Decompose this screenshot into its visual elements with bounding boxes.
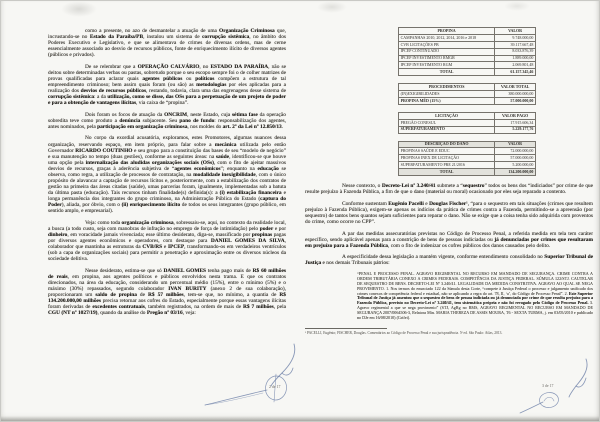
table-licitacao: LICITAÇÃO VALOR PAGO PREGÃO CONESUL 17.915.606,34 SUPERFATURAMENTO 5.229.177,76 xyxy=(398,112,536,134)
paragraph-3: Dois foram os focos de atuação da ONCRIM, neste Estado, cuja sétima fase da operação sobredita teve como produto a denúncia subjacente. Seu pano de fundo: responsabilização dos agentes, antes nominados, pela participação em organização criminosa, nos moldes do art. 2º da Lei nº 12.850/13. xyxy=(48,111,286,130)
footnote-divider xyxy=(305,328,387,329)
paragraph-1: como a presente, no azo de desmantelar a atuação de uma Organização Criminosa que, incrustando-se no Estado da Paraíba/PB, instalou um sistema de corrupção sistêmica, no âmbito dos Poderes Executivo e Legislativo, e que se alimentava de crimes de diversas ordens, mas de cerne essencialmente associado ao desvio de recursos públicos, fonte de enriquecimento ilícito de diversos agentes (públicos e privados). xyxy=(48,28,287,59)
signature-mark-right xyxy=(516,351,600,421)
page-left xyxy=(48,28,286,322)
paragraph-7: Nesse contexto, o Decreto-Lei nº 3.240/41 submete a “sequestro” todos os bens dos “indiciados” por crime de que resulte prejuízo à Fazenda Pública, a fim de que o dano (material ou moral) ocasionado por eles seja reparado a contento. xyxy=(305,183,593,196)
table-propina: PROPINA VALOR CAMPANHAS 2010, 2012, 2014, 2016 e 2018 9.748.000,00 CVB LICITAÇÕES PB 39.117.667,48 IPCEP CONTINUADO 8.033.876,39 IPCEP INVESTIMENTO RMGR 1.889.000,00 IPCEP INVESTIMENTO RGM 2.069.801,48 TOTAL 61.157.345,46 xyxy=(398,27,536,76)
footnote: ¹ PACELLI, Eugênio; FISCHER, Douglas. Comentários ao Código de Processo Penal e sua jurisprudência. 5ª ed. São Paulo: Atlas, 2013. xyxy=(305,330,503,335)
scan-smudge xyxy=(317,1,347,13)
page-number-right: 3 de 17 xyxy=(542,384,554,388)
scan-edge-shadow xyxy=(1,416,599,421)
paragraph-6: Nesse desiderato, estima-se que só DANIEL GOMES tenha pago mais de R$ 60 milhões de reais, em propina, aos agentes políticos e públicos envolvidos nesta trama. E que os contratos direcionados, na área da educação, considerando um percentual médio (15%), entre o mínimo (5%) e o máximo (30%) repassados, segundo colaborador IVAN BURITY (anexo 2 de sua colaboração), proporcionaram um saldo de propina de R$ 57 milhões, tem-se que, no mínimo, a quantia de R$ 134.200.000,00 milhões precisa retornar aos cofres do Estado, especialmente porque essas vantagens ilícitas foram derivadas de excedentes contratuais, também registrados, na ordem de mais de R$ 7 milhões, pela CGU (NT nº 1027/19), quando da análise do Pregão nº 03/16, veja: xyxy=(48,267,286,316)
signature-mark-left xyxy=(201,339,313,413)
paragraph-5: Veja: como toda organização criminosa, sobressaiu-se, aqui, no contexto da realidade local, a busca (a todo custo, seja com manobras de infração no emprego de força de intimidação) pelo poder e por dinheiro, em voracidade jamais vivenciada; esse último desiderato, diga-se, massificado por propinas pagas por diversos agentes econômicos e operadores, com destaque para DANIEL GOMES DA SILVA, colaborador que mantinha as estruturas da CVB/RS e IPCEP, transformando-os em verdadeiros ventrículos (sob a capa de organizações sociais) para permitir a penetração e aproximação entre os diversos núcleos da sociedade delitiva. xyxy=(48,219,286,262)
page-number-left: 2 de 17 xyxy=(269,385,281,389)
table-procedimentos: PROCEDIMENTOS VALOR TOTAL (IN)EXIGIBILIDADES 380.000.000,00 PROPINA MÉD (15%) 57.000.000,00 xyxy=(398,83,536,105)
paragraph-8: Conforme sustentam Eugênio Pacelli e Douglas Fischer¹, “para o sequestro em tais situações (crimes que resultem prejuízo à Fazenda Pública), exigem-se apenas os indícios da prática de crimes contra a Fazenda, permitindo-se a apreensão (por sequestro) de tantos bens quantos sejam suficientes para reparar o dano. Não se exige que a coisa tenha sido adquirida com proventos do crime, como ocorre no CPP”. xyxy=(305,200,593,225)
paragraph-9: A par das medidas assecuratórias previstas no Código de Processo Penal, a referida medida em tela tem caráter específico, sendo aplicável apenas para a constrição de bens de pessoas indiciadas ou já denunciadas por crimes que resultaram em prejuízo para a Fazenda Pública, com o fito de indenizar os cofres públicos dos danos causados pelo delito. xyxy=(305,230,593,249)
jurisprudence-quote: “PENAL E PROCESSO PENAL. AGRAVO REGIMENTAL NO RECURSO EM MANDADO DE SEGURANÇA. CRIME CONTRA A ORDEM TRIBUTÁRIA CONEXO A CRIMES FEDERAIS. COMPETÊNCIA DA JUSTIÇA FEDERAL. SÚMULA 122/STJ. CAUTELAR DE SEQUESTRO DE BENS. DECRETO-LEI Nº 3.240/41. LEGALIDADE DA MEDIDA CONSTRITIVA. AGRAVO AO QUAL SE NEGA PROVIMENTO. 1. Nos termos do enunciado 122 da Súmula desta Corte, “compete à Justiça Federal o processo e julgamento unificado dos crimes conexos de competência federal e estadual, não se aplicando a regra do art. 78, II, ‘a’, do Código de Processo Penal”. 2. Este Superior Tribunal de Justiça já assentou que o sequestro de bens de pessoa indiciada ou já denunciada por crime de que resulta prejuízo para a Fazenda Pública, previsto no Decreto-Lei nº 3.240/41, tem sistemática própria e não foi revogado pelo Código de Processo Penal. 3. Agravo regimental a que se nega provimento” (STJ, AgRg no RMS, AGRAVO REGIMENTAL NO RECURSO EM MANDADO DE SEGURANÇA 2007/0064506-3, Relatora Min. MARIA THEREZA DE ASSIS MOURA, T6 - SEXTA TURMA, j. em 03/05/2010 e publicado no DJe em 16/08/2010) (Grifei). xyxy=(357,270,594,321)
table-descricao-do-dano: DESCRIÇÃO DO DANO VALOR PROPINAS SAÚDE E EDUC 72.000.000,00 PROPINAS INEX DE LICITAÇÃO 57.000.000,00 SUPERFATURAMENTO PRE 21/2016 5.200.000,00 TOTAL 134.200.000,00 xyxy=(398,141,536,176)
scan-smudge xyxy=(61,1,97,17)
paragraph-10: A especificidade dessa legislação a mantém vigente, conforme entendimento consolidado no Superior Tribunal de Justiça e nos demais Tribunais pátrios: xyxy=(305,254,593,267)
page-right xyxy=(305,27,593,335)
paragraph-2: De se relembrar que a OPERAÇÃO CALVÁRIO, no ESTADO DA PARAÍBA, não se deitou sobre determinadas verbas ou pastas, sobretudo porque o seu escopo sempre foi o de colher matrizes de provas qualificadas para aclarar quais agentes públicos ou políticos compõem a estrutura de tal empreendimento criminoso; bem assim quais foram (ou são) as metodologias por eles aplicadas para a realização dos desvios de recursos públicos, restando, todavia, clara uma das engrenagens desse sistema de corrupção sistêmica: a da utilização, como se disse, das OSs para a perpetuação de um projeto de poder e para a obtenção de vantagens ilícitas, via caixa de “propina”. xyxy=(48,63,287,107)
paragraph-4: No corpo da exordial acusatória, exploramos, estes Promotores, algumas nuances dessa organização, reservando espaço, em item próprio, para falar sobre a mecânica utilizada pelo então Governador RICARDO COUTINHO e seu grupo para a constituição das bases de seu “modelo de negócio” e sua manutenção no tempo (duas gestões), conforme as seguintes áreas: na saúde, identificou-se que houve uma opção pela internalização das aludidas organizações sociais (OSs), com o fito de ajeitar massivos desvios de recursos, graças à aderência subjetiva de “agentes econômicos”; enquanto na educação se observa, como regra, a utilização de processos de contratação, na modalidade inexigibilidade, com o único propósito de alavancar a captação de recursos lícitos e, posteriormente, com a estabilização dos contratos de gestão na primeira das áreas citadas (saúde), umas parcerias foram, igualmente, implementadas sob a batuta da última pasta (educação). Tais recursos tinham finalidade(s) definida(s): a (i) estabilização financeira e longa permanência dos integrantes do grupo criminoso, na Administração Pública do Estado (captura do Poder), aliada, por óbvio, com o (ii) enriquecimento ilícito de todos os seus integrantes (grupo público, em sentido amplo, e empresarial). xyxy=(48,135,287,215)
scan-smudge xyxy=(504,1,530,11)
